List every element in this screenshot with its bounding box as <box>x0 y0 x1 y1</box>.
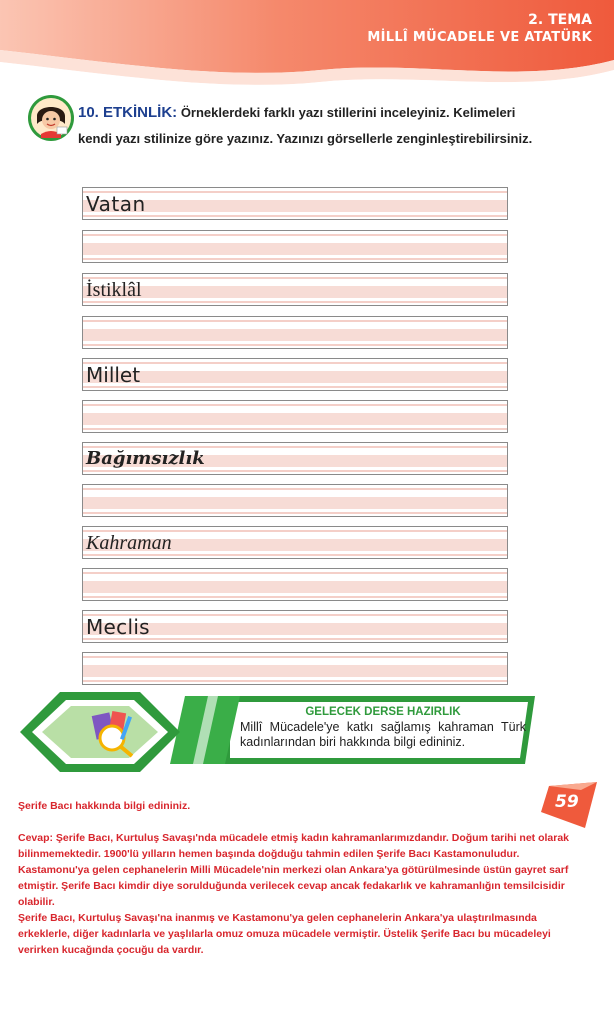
example-row-istiklal <box>82 273 508 306</box>
activity-text: Örneklerdeki farklı yazı stillerini inceleyiniz. Kelimeleri kendi yazı stilinize göre yazınız. Yazınızı görsellerle zenginleştirebilirsiniz. <box>78 105 533 146</box>
writing-row[interactable] <box>82 484 508 517</box>
example-word: Kahraman <box>86 532 172 554</box>
example-row-kahraman <box>82 526 508 559</box>
writing-row[interactable] <box>82 316 508 349</box>
activity-instruction <box>78 100 548 152</box>
answer-paragraph: Cevap: Şerife Bacı, Kurtuluş Savaşı'nda mücadele etmiş kadın kahramanlarımızdandır. Doğum tarihi net olarak bilinmemektedir. 1900'lü yılların hemen başında doğduğu tahmin edilen Şerife Bacı Kastamonuludur. Kastamonu'ya gelen cephanelerin Milli Mücadele'nin merkezi olan Ankara'ya götürülmesinde üstün gayret sarf etmiştir. Şerife Bacı kimdir diye sorulduğunda verilecek cevap ancak fedakarlık ve kahramanlığın temsilcisidir olabilir. <box>18 832 570 908</box>
page-header <box>0 0 614 95</box>
example-row-meclis <box>82 610 508 643</box>
example-row-millet <box>82 358 508 391</box>
activity-number: 10. ETKİNLİK: <box>78 104 178 121</box>
example-word: İstiklâl <box>86 279 142 301</box>
writing-row[interactable] <box>82 652 508 685</box>
theme-title: MİLLÎ MÜCADELE VE ATATÜRK <box>367 30 592 45</box>
writing-row[interactable] <box>82 568 508 601</box>
page-number: 59 <box>555 792 579 812</box>
preparation-text: Millî Mücadele'ye katkı sağlamış kahraman Türk kadınlarından biri hakkında bilgi edininiz. <box>240 720 526 749</box>
theme-heading <box>367 12 592 46</box>
study-tools-icon <box>88 706 140 758</box>
student-avatar-icon <box>27 94 75 142</box>
example-row-vatan <box>82 187 508 220</box>
answer-question: Şerife Bacı hakkında bilgi edininiz. <box>18 800 191 812</box>
answer-section <box>18 798 578 958</box>
example-word: Vatan <box>86 192 146 216</box>
theme-number: 2. TEMA <box>528 12 592 28</box>
preparation-title: GELECEK DERSE HAZIRLIK <box>305 706 461 718</box>
example-word: Meclis <box>86 615 150 639</box>
writing-row[interactable] <box>82 400 508 433</box>
example-word: Bağımsızlık <box>86 448 205 469</box>
example-word: Millet <box>86 363 141 387</box>
writing-row[interactable] <box>82 230 508 263</box>
answer-paragraph: Şerife Bacı, Kurtuluş Savaşı'na inanmış ve Kastamonu'ya gelen cephanelerin Ankara'ya ulaştırılmasında erkeklerle, diğer kadınlarla ve yaşlılarla omuz omuza mücadele vermiştir. Üstelik Şerife Bacı bu mücadeleyi verirken kucağında çocuğu da vardır. <box>18 912 551 956</box>
example-row-bagimsizlik <box>82 442 508 475</box>
